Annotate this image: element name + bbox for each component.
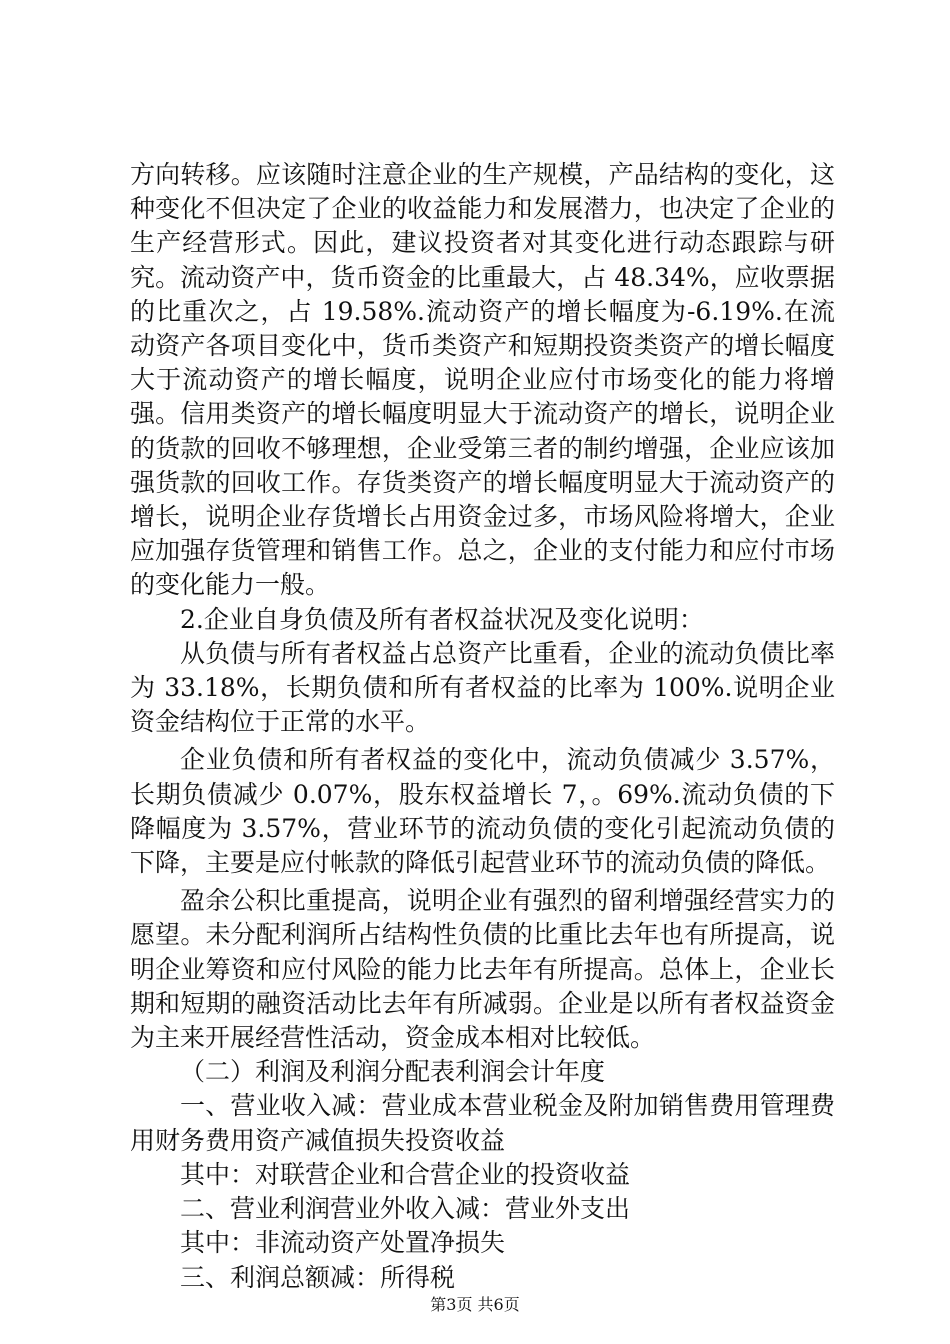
profit-item-total-profit: 三、利润总额减：所得税 [180,1262,456,1292]
document-body [130,158,835,1295]
paragraph-surplus-reserve: 盈余公积比重提高，说明企业有强烈的留利增强经营实力的愿望。未分配利润所占结构性负债的比重比去年也有所提高，说明企业筹资和应付风险的能力比去年有所提高。总体上，企业长期和短期的融资活动比去年有所减弱。企业是以所有者权益资金为主来开展经营性活动，资金成本相对比较低。 [130,886,835,1053]
profit-item-disposal-loss: 其中：非流动资产处置净损失 [180,1228,506,1258]
profit-item-operating-profit: 二、营业利润营业外收入减：营业外支出 [180,1194,631,1224]
heading-profit-statement: （二）利润及利润分配表利润会计年度 [180,1057,606,1087]
profit-item-joint-venture-income: 其中：对联营企业和合营企业的投资收益 [180,1159,631,1189]
heading-liabilities-equity: 2.企业自身负债及所有者权益状况及变化说明： [180,604,704,634]
profit-item-operating-revenue: 一、营业收入减：营业成本营业税金及附加销售费用管理费用财务费用资产减值损失投资收益 [130,1091,835,1155]
paragraph-liability-change: 企业负债和所有者权益的变化中，流动负债减少 3.57%，长期负债减少 0.07%，股东权益增长 7，。69%.流动负债的下降幅度为 3.57%，营业环节的流动负债的变化引起流动负债的下降，主要是应付帐款的降低引起营业环节的流动负债的降低。 [130,745,835,878]
page-number-footer: 第3页 共6页 [430,1295,520,1314]
paragraph-current-assets-analysis: 方向转移。应该随时注意企业的生产规模，产品结构的变化，这种变化不但决定了企业的收益能力和发展潜力，也决定了企业的生产经营形式。因此，建议投资者对其变化进行动态跟踪与研究。流动资产中，货币资金的比重最大，占 48.34%，应收票据的比重次之，占 19.58%.流动资产的增长幅度为-6.19%.在流动资产各项目变化中，货币类资产和短期投资类资产的增长幅度大于流动资产的增长幅度，说明企业应付市场变化的能力将增强。信用类资产的增长幅度明显大于流动资产的增长，说明企业的货款的回收不够理想，企业受第三者的制约增强，企业应该加强货款的回收工作。存货类资产的增长幅度明显大于流动资产的增长，说明企业存货增长占用资金过多，市场风险将增大，企业应加强存货管理和销售工作。总之，企业的支付能力和应付市场的变化能力一般。 [130,160,835,600]
paragraph-liability-ratio: 从负债与所有者权益占总资产比重看，企业的流动负债比率为 33.18%，长期负债和所有者权益的比率为 100%.说明企业资金结构位于正常的水平。 [130,638,835,737]
